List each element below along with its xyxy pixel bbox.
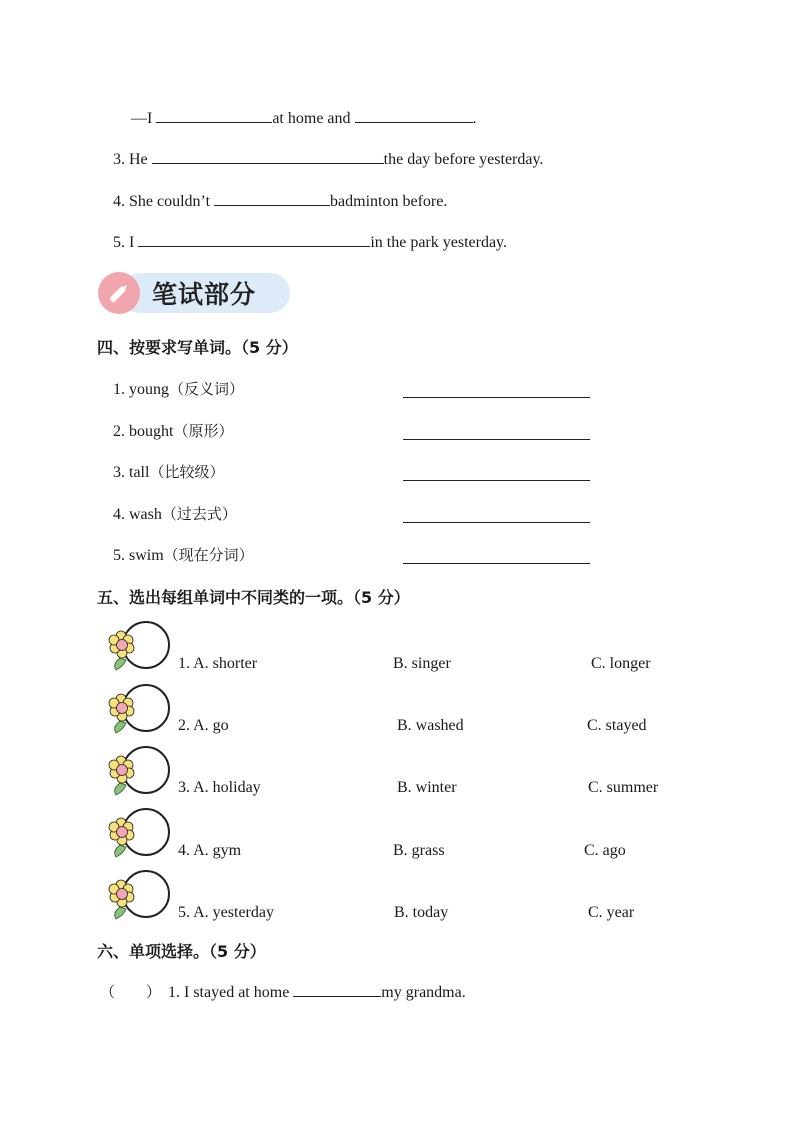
item-requirement: （原形）	[173, 422, 234, 440]
answer-paren-open: （	[100, 983, 116, 1001]
section4-item	[113, 503, 237, 524]
flower-answer-circle-icon[interactable]	[106, 620, 170, 674]
option-a: 1. A. shorter	[178, 655, 258, 672]
banner-title: 笔试部分	[152, 280, 257, 309]
section5-heading: 五、选出每组单词中不同类的一项。（5 分）	[97, 588, 410, 607]
item-requirement: （反义词）	[169, 380, 245, 398]
pencil-icon	[106, 280, 132, 306]
line-prefix: 4. She couldn’t	[113, 193, 211, 210]
fill-line-3	[113, 149, 543, 169]
answer-line[interactable]	[403, 397, 590, 398]
line-suffix: in the park yesterday.	[370, 234, 508, 251]
option-c: C. ago	[584, 842, 626, 859]
flower-answer-circle-icon[interactable]	[106, 745, 170, 799]
answer-blank[interactable]	[156, 108, 272, 123]
fill-line-5	[113, 232, 507, 252]
option-c: C. stayed	[587, 717, 647, 734]
line-suffix: badminton before.	[330, 193, 448, 210]
section4-item	[113, 461, 224, 482]
option-c: C. year	[588, 904, 635, 921]
section4-item	[113, 420, 233, 441]
answer-blank[interactable]	[214, 191, 330, 206]
flower-answer-circle-icon[interactable]	[106, 807, 170, 861]
section6-heading: 六、单项选择。（5 分）	[97, 942, 266, 961]
item-word: 2. bought	[113, 423, 174, 440]
line-prefix: 3. He	[113, 151, 148, 168]
option-b: B. today	[394, 904, 449, 921]
answer-paren-slot[interactable]	[122, 981, 148, 1001]
option-b: B. washed	[397, 717, 464, 734]
line-prefix: —I	[131, 110, 153, 127]
question-prefix: 1. I stayed at home	[168, 984, 290, 1001]
option-c: C. summer	[588, 779, 659, 796]
option-b: B. singer	[393, 655, 451, 672]
answer-line[interactable]	[403, 522, 590, 523]
item-requirement: （现在分词）	[163, 546, 254, 564]
item-word: 1. young	[113, 381, 169, 398]
option-a: 2. A. go	[178, 717, 229, 734]
line-suffix: the day before yesterday.	[383, 151, 544, 168]
option-a: 3. A. holiday	[178, 779, 261, 796]
answer-blank[interactable]	[138, 232, 370, 247]
answer-paren-close: ）	[146, 983, 162, 1001]
flower-answer-circle-icon[interactable]	[106, 683, 170, 737]
answer-line[interactable]	[403, 439, 590, 440]
line-prefix: 5. I	[113, 234, 135, 251]
item-word: 3. tall	[113, 464, 150, 481]
item-requirement: （比较级）	[149, 463, 225, 481]
line-suffix: .	[472, 110, 477, 127]
section-banner	[98, 270, 292, 316]
option-a: 4. A. gym	[178, 842, 242, 859]
item-word: 4. wash	[113, 506, 162, 523]
fill-line-4	[113, 191, 447, 211]
option-b: B. winter	[397, 779, 457, 796]
section4-item	[113, 544, 254, 565]
section4-heading: 四、按要求写单词。（5 分）	[97, 338, 298, 357]
option-a: 5. A. yesterday	[178, 904, 274, 921]
question-suffix: my grandma.	[381, 984, 466, 1001]
answer-blank[interactable]	[355, 108, 473, 123]
answer-blank[interactable]	[293, 982, 381, 997]
option-c: C. longer	[591, 655, 651, 672]
flower-answer-circle-icon[interactable]	[106, 869, 170, 923]
answer-line[interactable]	[403, 480, 590, 481]
question-line	[168, 982, 466, 1002]
answer-blank[interactable]	[152, 149, 384, 164]
option-b: B. grass	[393, 842, 445, 859]
item-word: 5. swim	[113, 547, 164, 564]
fill-line-cont	[131, 108, 477, 128]
section4-item	[113, 378, 244, 399]
answer-line[interactable]	[403, 563, 590, 564]
item-requirement: （过去式）	[161, 505, 237, 523]
line-mid: at home and	[272, 110, 351, 127]
